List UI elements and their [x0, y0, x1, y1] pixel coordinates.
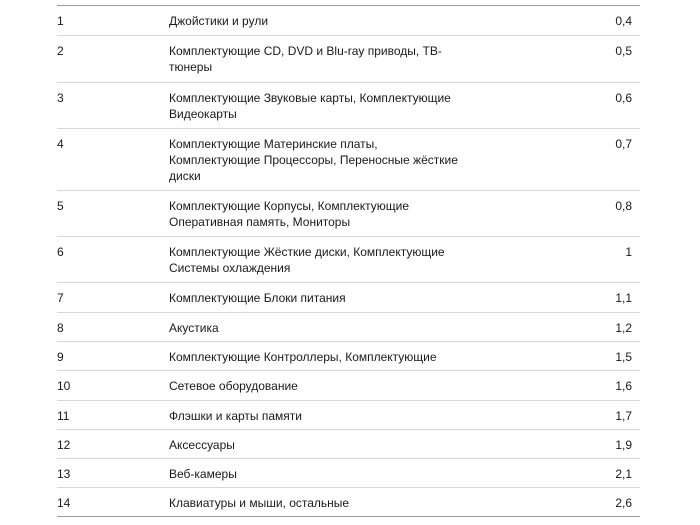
- row-category: Комплектующие Звуковые карты, Комплектующие Видеокарты: [169, 91, 451, 121]
- table-row: [57, 36, 640, 83]
- row-category: Флэшки и карты памяти: [169, 409, 302, 423]
- table-row: [57, 191, 640, 237]
- row-value: 0,5: [615, 44, 632, 58]
- row-number: 12: [57, 438, 71, 452]
- row-number: 4: [57, 137, 64, 151]
- table-row: [57, 237, 640, 283]
- row-category: Джойстики и рули: [169, 14, 269, 28]
- row-value: 0,6: [615, 91, 632, 105]
- table-row: [57, 83, 640, 129]
- row-value: 2,1: [615, 467, 632, 481]
- row-value: 1,9: [615, 438, 632, 452]
- row-number: 2: [57, 44, 64, 58]
- row-value: 1,2: [615, 321, 632, 335]
- row-category: Комплектующие Блоки питания: [169, 291, 346, 305]
- row-number: 14: [57, 496, 71, 510]
- table-row: [57, 430, 640, 459]
- row-value: 0,8: [615, 199, 632, 213]
- row-value: 1,5: [615, 350, 632, 364]
- row-category: Веб-камеры: [169, 467, 237, 481]
- row-category: Комплектующие Жёсткие диски, Комплектующие Системы охлаждения: [169, 245, 445, 275]
- row-category: Аксессуары: [169, 438, 235, 452]
- row-category: Сетевое оборудование: [169, 379, 298, 393]
- row-number: 11: [57, 409, 70, 423]
- table-row: [57, 313, 640, 342]
- row-value: 2,6: [615, 496, 632, 510]
- table-row: [57, 6, 640, 36]
- row-value: 1: [625, 245, 632, 259]
- table-row: [57, 283, 640, 313]
- row-number: 1: [57, 14, 64, 28]
- table-row: [57, 371, 640, 401]
- row-number: 13: [57, 467, 71, 481]
- row-value: 1,1: [615, 291, 632, 305]
- row-category: Акустика: [169, 321, 219, 335]
- row-category: Комплектующие Контроллеры, Комплектующие: [169, 350, 437, 364]
- row-value: 0,4: [615, 14, 632, 28]
- coefficient-table: [57, 5, 640, 517]
- row-value: 1,7: [615, 409, 632, 423]
- table-row: [57, 342, 640, 371]
- table-row: [57, 488, 640, 517]
- row-number: 6: [57, 245, 64, 259]
- row-number: 9: [57, 350, 64, 364]
- row-category: Клавиатуры и мыши, остальные: [169, 496, 350, 510]
- row-value: 1,6: [615, 379, 632, 393]
- row-value: 0,7: [615, 137, 632, 151]
- row-category: Комплектующие Материнские платы, Комплектующие Процессоры, Переносные жёсткие диски: [169, 137, 458, 183]
- table-row: [57, 129, 640, 191]
- row-number: 7: [57, 291, 64, 305]
- table-row: [57, 401, 640, 430]
- row-number: 5: [57, 199, 64, 213]
- row-category: Комплектующие Корпусы, Комплектующие Оперативная память, Мониторы: [169, 199, 410, 229]
- row-number: 8: [57, 321, 64, 335]
- row-number: 3: [57, 91, 64, 105]
- table-row: [57, 459, 640, 488]
- row-number: 10: [57, 379, 71, 393]
- row-category: Комплектующие CD, DVD и Blu-ray приводы, ТВ-тюнеры: [169, 44, 442, 74]
